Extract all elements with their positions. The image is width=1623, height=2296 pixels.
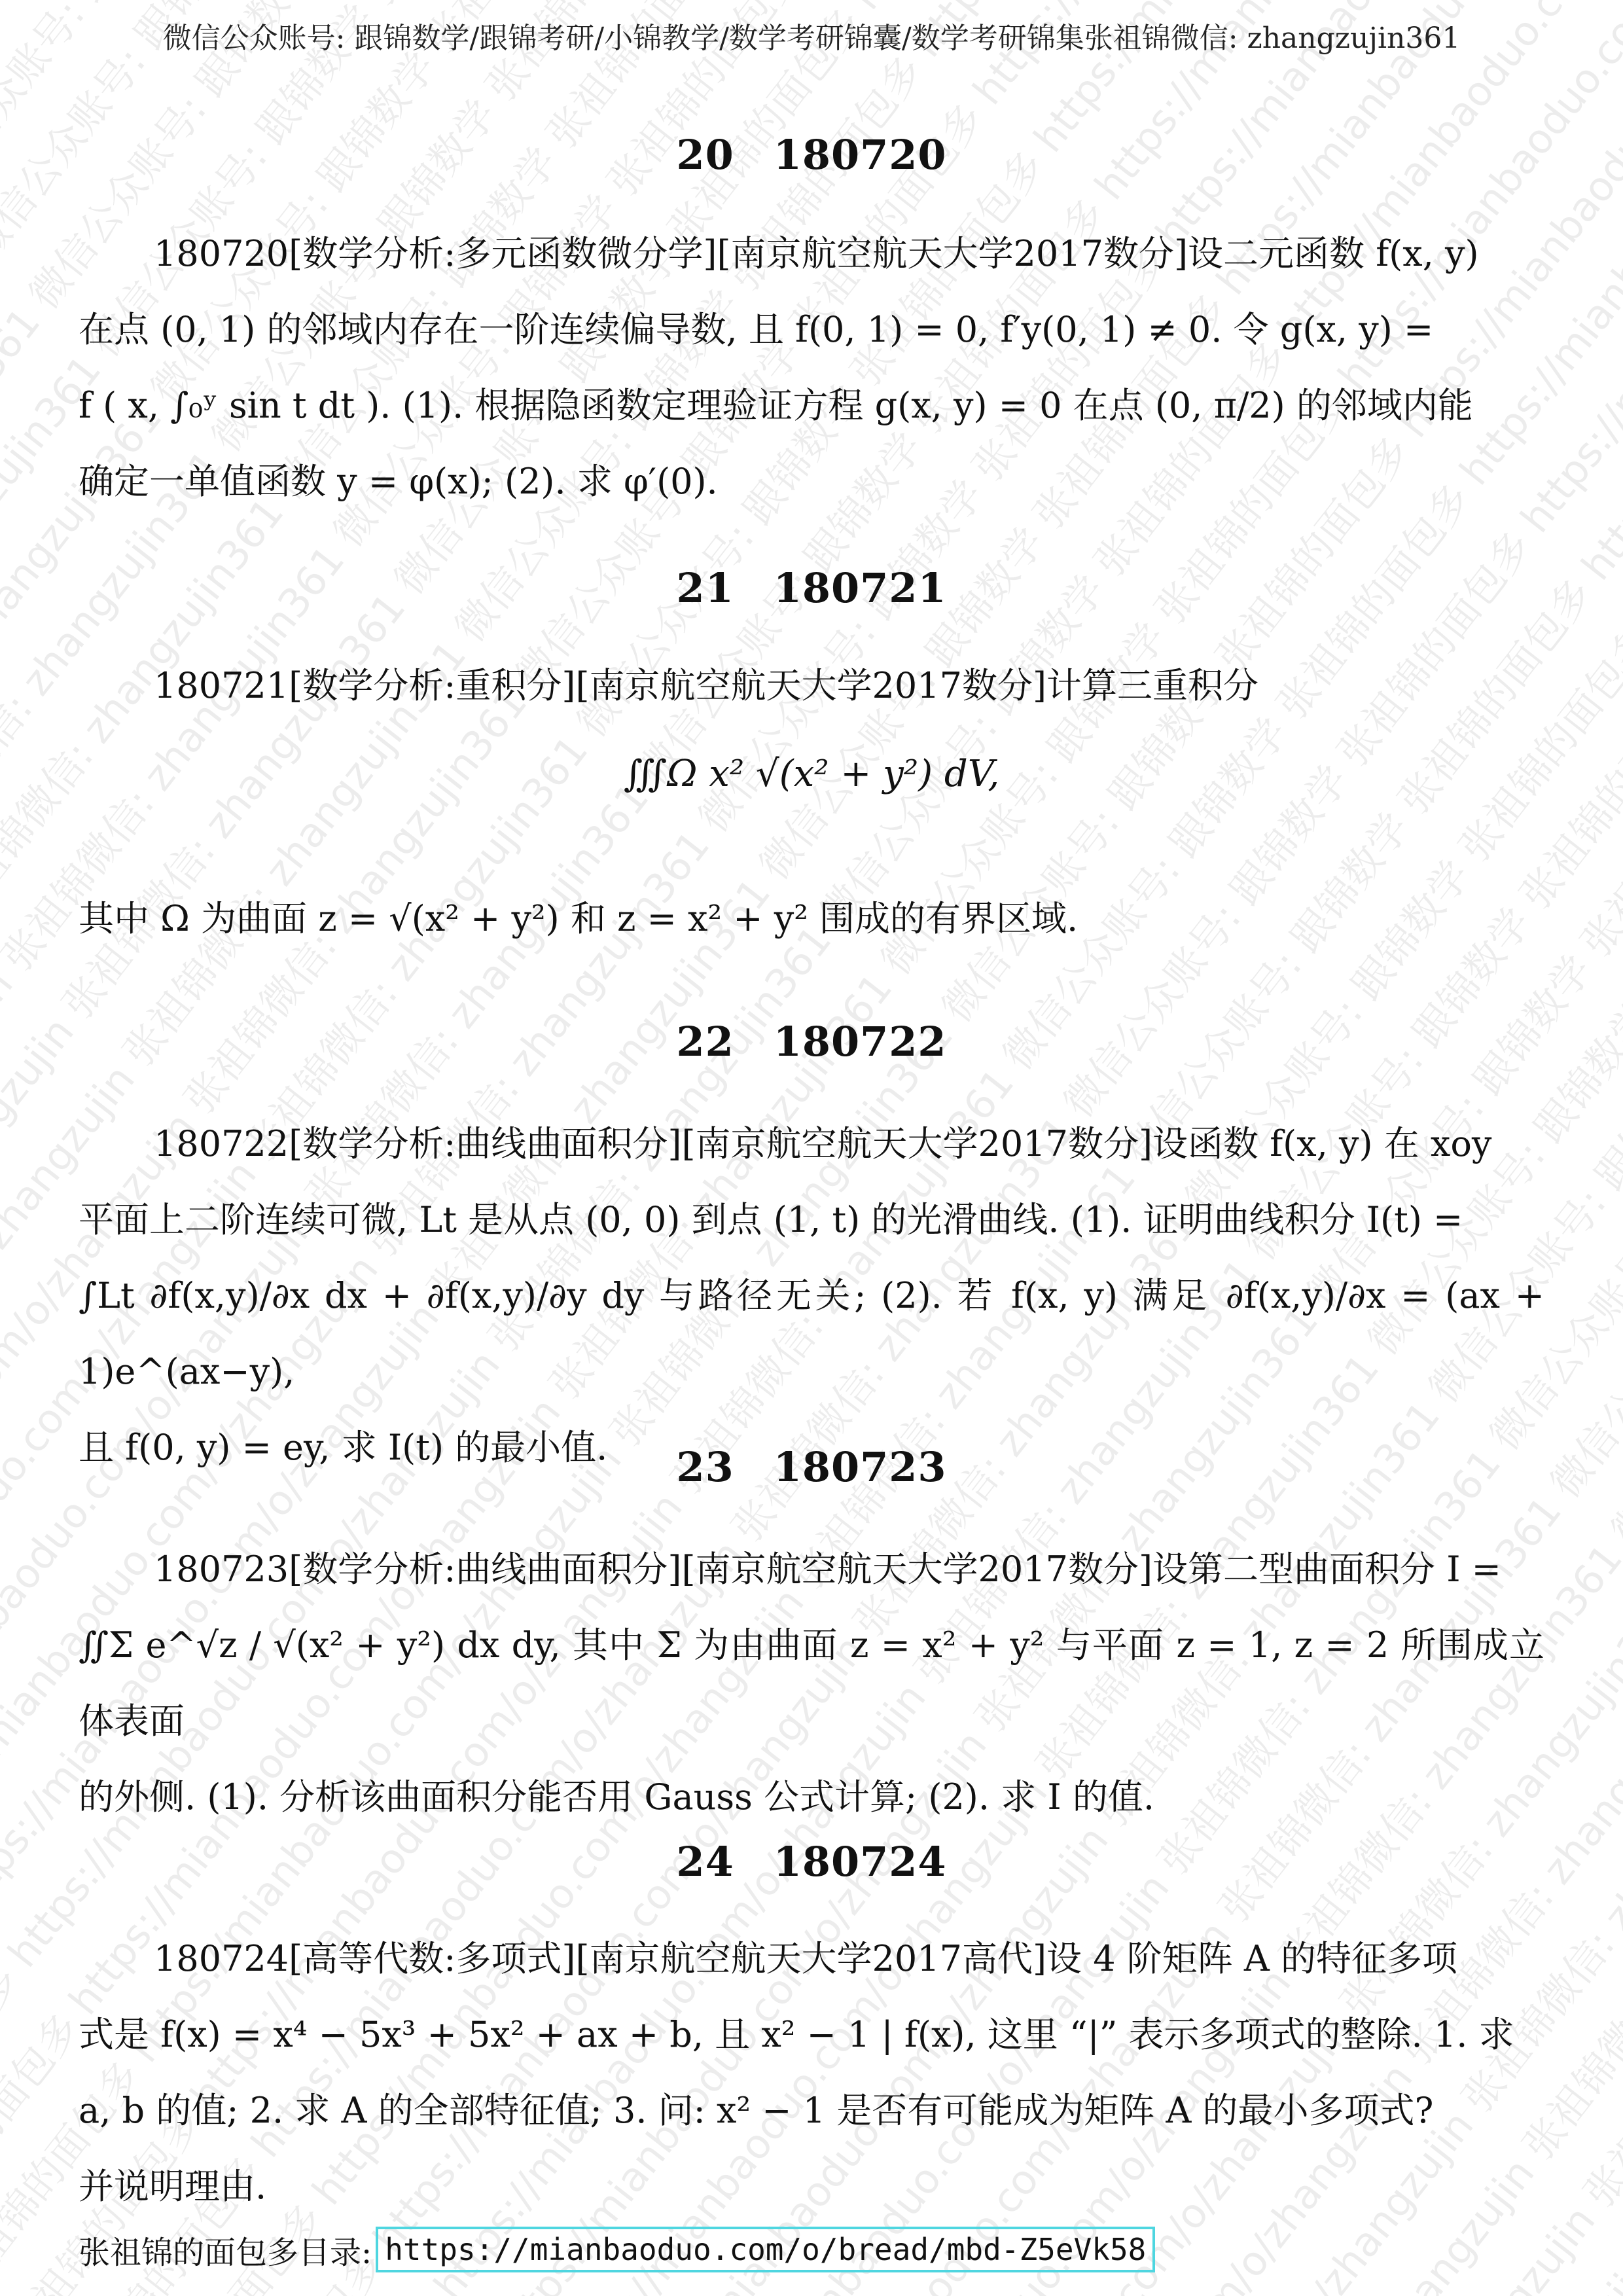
section-code: 180723 <box>774 1443 947 1491</box>
triple-integral-formula: ∭Ω x² √(x² + y²) dV, <box>79 753 1544 795</box>
section-number: 24 <box>676 1838 734 1886</box>
footer-label: 张祖锦的面包多目录: <box>79 2227 372 2272</box>
section-code: 180722 <box>774 1018 947 1066</box>
page-header: 微信公众账号: 跟锦数学/跟锦考研/小锦教学/数学考研锦囊/数学考研锦集张祖锦微信: zhangzujin361 <box>0 14 1623 56</box>
problem-line: 180722[数学分析:曲线曲面积分][南京航空航天大学2017数分]设函数 f(x, y) 在 xoy <box>79 1106 1544 1182</box>
problem-line: 180724[高等代数:多项式][南京航空航天大学2017高代]设 4 阶矩阵 A 的特征多项 <box>79 1921 1544 1997</box>
section-number: 20 <box>676 131 734 179</box>
problem-line: ∫Lt ∂f(x,y)/∂x dx + ∂f(x,y)/∂y dy 与路径无关; (2). 若 f(x, y) 满足 ∂f(x,y)/∂x = (ax + 1)e^(ax−y), <box>79 1258 1544 1410</box>
section-number: 23 <box>676 1443 734 1491</box>
problem-line: 的外侧. (1). 分析该曲面积分能否用 Gauss 公式计算; (2). 求 I 的值. <box>79 1759 1544 1835</box>
problem-line: 式是 f(x) = x⁴ − 5x³ + 5x² + ax + b, 且 x² − 1 | f(x), 这里 “|” 表示多项式的整除. 1. 求 <box>79 1997 1544 2073</box>
problem-line: 其中 Ω 为曲面 z = √(x² + y²) 和 z = x² + y² 围成的有界区域. <box>79 881 1544 957</box>
problem-line: f ( x, ∫₀ʸ sin t dt ). (1). 根据隐函数定理验证方程 g(x, y) = 0 在点 (0, π/2) 的邻域内能 <box>79 368 1544 444</box>
section-code: 180720 <box>774 131 947 179</box>
section-number: 22 <box>676 1018 734 1066</box>
section-code: 180724 <box>774 1838 947 1886</box>
problem-line: 且 f(0, y) = ey, 求 I(t) 的最小值. <box>79 1410 1544 1486</box>
catalog-link[interactable]: https://mianbaoduo.com/o/bread/mbd-Z5eVk58 <box>376 2227 1155 2272</box>
problem-line: 确定一单值函数 y = φ(x); (2). 求 φ′(0). <box>79 444 1544 520</box>
section-number: 21 <box>676 564 734 612</box>
section-code: 180721 <box>774 564 947 612</box>
problem-line: a, b 的值; 2. 求 A 的全部特征值; 3. 问: x² − 1 是否有可能成为矩阵 A 的最小多项式? <box>79 2073 1544 2149</box>
problem-line: 在点 (0, 1) 的邻域内存在一阶连续偏导数, 且 f(0, 1) = 0, f′y(0, 1) ≠ 0. 令 g(x, y) = <box>79 292 1544 368</box>
problem-line: ∬Σ e^√z / √(x² + y²) dx dy, 其中 Σ 为由曲面 z = x² + y² 与平面 z = 1, z = 2 所围成立体表面 <box>79 1607 1544 1759</box>
problem-line: 并说明理由. <box>79 2149 1544 2225</box>
problem-line: 180723[数学分析:曲线曲面积分][南京航空航天大学2017数分]设第二型曲面积分 I = <box>79 1532 1544 1607</box>
problem-line: 平面上二阶连续可微, Lt 是从点 (0, 0) 到点 (1, t) 的光滑曲线. (1). 证明曲线积分 I(t) = <box>79 1182 1544 1258</box>
problem-line: 180721[数学分析:重积分][南京航空航天大学2017数分]计算三重积分 <box>79 648 1544 724</box>
problem-line: 180720[数学分析:多元函数微分学][南京航空航天大学2017数分]设二元函数 f(x, y) <box>79 216 1544 292</box>
